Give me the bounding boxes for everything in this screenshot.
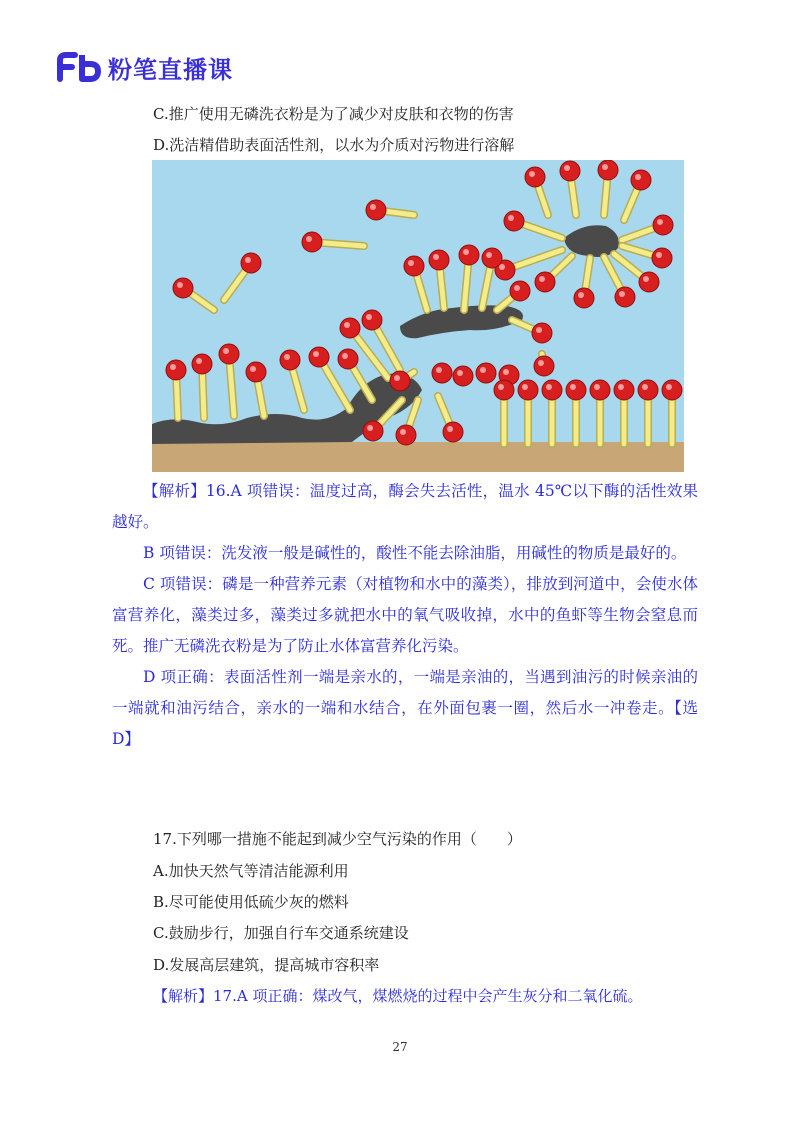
molecule-head <box>598 160 618 180</box>
molecule-highlight <box>578 292 584 298</box>
molecule-highlight <box>344 322 350 328</box>
molecule-highlight <box>539 276 545 282</box>
molecule-highlight <box>436 367 442 373</box>
molecule-head <box>631 170 651 190</box>
molecule-head <box>482 248 502 268</box>
fb-logo-icon <box>56 52 102 82</box>
molecule-head <box>280 350 300 370</box>
molecule-head <box>504 211 524 231</box>
q16-option-d: D.洗洁精借助表面活性剂，以水为介质对污物进行溶解 <box>153 136 515 154</box>
molecule-highlight <box>400 429 406 435</box>
molecule-head <box>443 422 463 442</box>
molecule-head <box>309 347 329 367</box>
molecule-head <box>525 167 545 187</box>
molecule-highlight <box>177 282 183 288</box>
q17-option-d: D.发展高层建筑，提高城市容积率 <box>153 956 380 974</box>
molecule-highlight <box>666 384 672 390</box>
molecule-head <box>241 253 261 273</box>
molecule-head <box>534 356 554 376</box>
q17-option-b: B.尽可能使用低硫少灰的燃料 <box>153 893 349 911</box>
molecule-head <box>542 380 562 400</box>
molecule-highlight <box>570 384 576 390</box>
molecule-head <box>638 380 658 400</box>
molecule-highlight <box>170 364 176 370</box>
molecule-head <box>166 360 186 380</box>
molecule-head <box>192 354 212 374</box>
molecule-head <box>653 215 673 235</box>
molecule-highlight <box>657 219 663 225</box>
q17-question: 17.下列哪一措施不能起到减少空气污染的作用（ ） <box>153 830 522 848</box>
molecule-highlight <box>284 354 290 360</box>
molecule-head <box>566 380 586 400</box>
molecule-head <box>494 380 514 400</box>
ground <box>152 442 684 472</box>
molecule-head <box>219 344 239 364</box>
molecule-head <box>390 371 410 391</box>
molecule-highlight <box>480 367 486 373</box>
q17-analysis: 【解析】17.A 项正确：煤改气，煤燃烧的过程中会产生灰分和二氧化硫。 <box>153 987 643 1005</box>
molecule-highlight <box>313 351 319 357</box>
q17-option-c: C.鼓励步行，加强自行车交通系统建设 <box>153 924 409 942</box>
q17-option-a: A.加快天然气等清洁能源利用 <box>153 862 349 880</box>
molecule-highlight <box>447 426 453 432</box>
molecule-head <box>535 272 555 292</box>
molecule-highlight <box>522 384 528 390</box>
analysis-b: B 项错误：洗发液一般是碱性的，酸性不能去除油脂，用碱性的物质是最好的。 <box>143 544 687 562</box>
molecule-highlight <box>602 164 608 170</box>
molecule-highlight <box>529 171 535 177</box>
molecule-highlight <box>564 165 570 171</box>
analysis-d: D 项正确：表面活性剂一端是亲水的，一端是亲油的，当遇到油污的时候亲油的一端就和油污结合，亲水的一端和水结合，在外面包裹一圈，然后水一冲卷走。【选 D】 <box>112 668 698 748</box>
molecule-head <box>614 380 634 400</box>
molecule-head <box>246 362 266 382</box>
molecule-head <box>173 278 193 298</box>
molecule-head <box>615 287 635 307</box>
molecule-head <box>560 161 580 181</box>
molecule-highlight <box>498 384 504 390</box>
molecule-highlight <box>642 384 648 390</box>
molecule-highlight <box>619 291 625 297</box>
molecule-head <box>366 200 386 220</box>
q16-analysis <box>112 476 698 755</box>
page-number: 27 <box>392 1040 408 1054</box>
molecule-highlight <box>503 369 509 375</box>
analysis-c: C 项错误：磷是一种营养元素（对植物和水中的藻类），排放到河道中，会使水体富营养化，藻类过多，藻类过多就把水中的氧气吸收掉，水中的鱼虾等生物会窒息而死。推广无磷洗衣粉是为了防止水体富营养化污染。 <box>112 575 698 655</box>
molecule-head <box>590 380 610 400</box>
molecule-head <box>404 256 424 276</box>
molecule-highlight <box>538 360 544 366</box>
analysis-a: 【解析】16.A 项错误：温度过高，酶会失去活性，温水 45℃以下酶的活性效果越好。 <box>112 482 698 531</box>
molecule-highlight <box>433 254 439 260</box>
molecule-highlight <box>508 215 514 221</box>
molecule-head <box>340 318 360 338</box>
molecule-head <box>429 250 449 270</box>
molecule-head <box>574 288 594 308</box>
molecule-highlight <box>245 257 251 263</box>
molecule-head <box>338 349 358 369</box>
molecule-highlight <box>656 252 662 258</box>
molecule-highlight <box>643 276 649 282</box>
molecule-highlight <box>408 260 414 266</box>
molecule-highlight <box>546 384 552 390</box>
molecule-highlight <box>250 366 256 372</box>
molecule-highlight <box>457 370 463 376</box>
molecule-highlight <box>536 327 542 333</box>
molecule-highlight <box>394 375 400 381</box>
surfactant-illustration <box>152 160 684 472</box>
molecule-highlight <box>486 252 492 258</box>
molecule-head <box>652 248 672 268</box>
molecule-head <box>362 310 382 330</box>
molecule-head <box>476 363 496 383</box>
molecule-head <box>510 281 530 301</box>
brand-name: 粉笔直播课 <box>108 55 233 84</box>
molecule-highlight <box>306 236 312 242</box>
molecule-head <box>662 380 682 400</box>
molecule-highlight <box>635 174 641 180</box>
molecule-highlight <box>342 353 348 359</box>
molecule-head <box>363 421 383 441</box>
molecule-highlight <box>618 384 624 390</box>
brand-header <box>56 50 233 84</box>
molecule-head <box>302 232 322 252</box>
molecule-head <box>518 380 538 400</box>
molecule-head <box>639 272 659 292</box>
molecule-head <box>453 366 473 386</box>
molecule-highlight <box>514 285 520 291</box>
molecule-highlight <box>196 358 202 364</box>
molecule-highlight <box>223 348 229 354</box>
molecule-highlight <box>367 425 373 431</box>
q16-option-c: C.推广使用无磷洗衣粉是为了减少对皮肤和衣物的伤害 <box>153 105 514 123</box>
molecule-highlight <box>594 384 600 390</box>
molecule-head <box>532 323 552 343</box>
molecule-head <box>459 245 479 265</box>
molecule-highlight <box>370 204 376 210</box>
molecule-head <box>396 425 416 445</box>
molecule-highlight <box>366 314 372 320</box>
molecule-head <box>432 363 452 383</box>
molecule-highlight <box>463 249 469 255</box>
